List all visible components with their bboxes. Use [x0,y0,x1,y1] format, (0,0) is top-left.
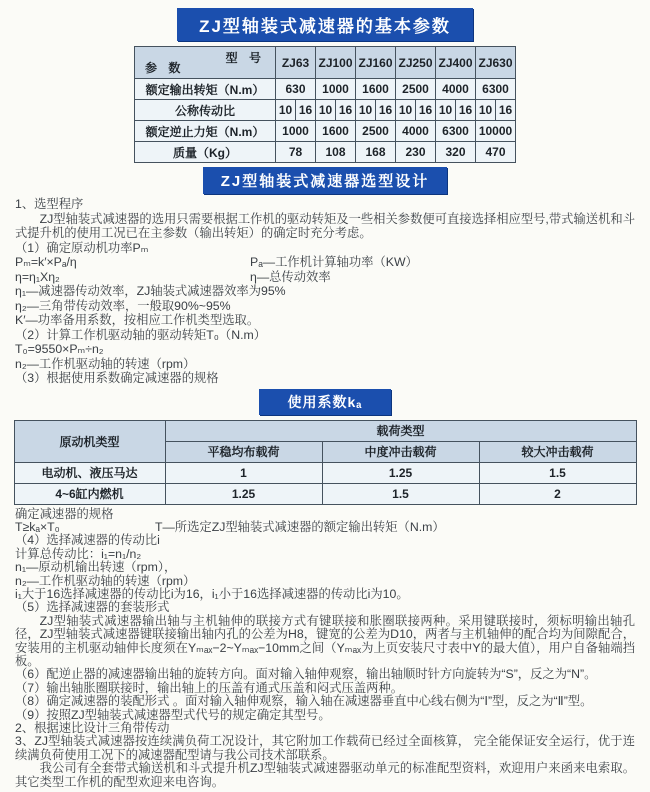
formula: T≥kₐ×T₀ [15,519,60,534]
text-line: η₂—三角带传动效率，一般取90%~95% [15,298,231,313]
text-line: n₂—工作机驱动轴的转速（rpm） [15,573,196,588]
row-label: 质量（Kg） [135,142,276,163]
cell-value: 10 [356,100,376,121]
cell-value: 1000 [276,121,316,142]
text-line: （4）选择减速器的传动比i [15,533,160,548]
formula-note: T—所选定ZJ型轴装式减速器的额定输出转矩（N.m） [155,519,445,534]
cell-value: 470 [476,142,516,163]
model-header: ZJ100 [316,47,356,79]
row-label: 4~6缸内燃机 [14,483,165,504]
cell-value: 16 [456,100,476,121]
table-header-row [135,47,516,79]
table-row [135,121,516,142]
table-row [14,483,636,504]
cell-value: 2500 [396,79,436,100]
model-header: ZJ250 [396,47,436,79]
formula-line [15,270,635,285]
corner-top-label: 型 号 [225,51,265,65]
cell-value: 1.25 [165,483,322,504]
cell-value: 1600 [316,121,356,142]
cell-value: 230 [396,142,436,163]
cell-value: 78 [276,142,316,163]
cell-value: 16 [496,100,516,121]
selection-notes-text [15,508,635,790]
cell-value: 10 [316,100,336,121]
table-row [135,100,516,121]
text-line: i₁大于16选择减速器的传动比i为16，i₁小于16选择减速器的传动比i为10。 [15,586,409,601]
text-line: 确定减速器的规格 [15,506,114,521]
text-line: n₁—原动机输出转速（rpm）， [15,560,177,575]
model-header: ZJ400 [436,47,476,79]
text-line: n₂—工作机驱动轴的转速（rpm） [15,356,196,371]
formula-note: Pₐ—工作机计算轴功率（KW） [250,255,418,269]
formula: Pₘ=k′×Pₐ/η [15,255,77,269]
cell-value: 320 [436,142,476,163]
cell-value: 1000 [316,79,356,100]
text-line: （1）确定原动机功率Pₘ [15,240,149,255]
formula-note: η—总传动效率 [250,269,331,284]
load-subheader: 中度冲击载荷 [322,441,479,462]
model-header: ZJ63 [276,47,316,79]
row-label: 额定输出转矩（N.m） [135,79,276,100]
table-row [135,79,516,100]
text-line: （5）选择减速器的套装形式 [15,600,170,615]
selection-procedure-text [15,197,635,386]
text-line: （3）根据使用系数确定减速器的规格 [15,371,219,385]
row-label: 公称传动比 [135,100,276,121]
cell-value: 168 [356,142,396,163]
text-line: 2、根据速比设计三角带传动 [15,721,170,735]
text-paragraph: （8）确定减速器的装配形式 。面对输入轴伸观察，输入轴在减速器垂直中心线右侧为“Ⅰ”型，反之为“Ⅱ”型。 [15,694,593,709]
section-title-basic-params: ZJ型轴装式减速器的基本参数 [177,8,473,41]
cell-value: 6300 [436,121,476,142]
cell-value: 630 [276,79,316,100]
cell-value: 16 [296,100,316,121]
text-paragraph: ZJ型轴装式减速器输出轴与主机轴伸的联接方式有键联接和胀圈联接两种。采用键联接时，须标明输出轴孔径，ZJ型轴装式减速器键联接输出轴内孔的公差为H8，键宽的公差为D10，两者与主机轴伸的配合均为间隙配合，安装用的主机驱动轴伸长度须在Yₘₐₓ−2~Yₘₐₓ−10mm之间（Yₘₐₓ为上页安装尺寸表中Y的最大值），用户自备轴端挡板。 [15,613,635,668]
cell-value: 1.5 [479,462,636,483]
cell-value: 1600 [356,79,396,100]
load-subheader: 较大冲击载荷 [479,441,636,462]
text-line: （2）计算工作机驱动轴的驱动转矩T₀（N.m） [15,327,267,342]
text-line: （7）输出轴胀圈联接时，输出轴上的压盖有通式压盖和闷式压盖两种。 [15,680,404,695]
cell-value: 1 [165,462,322,483]
cell-value: 16 [416,100,436,121]
text-paragraph: 我公司有全套带式输送机和斗式提升机ZJ型轴装式减速器驱动单元的标准配型资料，欢迎用户来函来电索取。其它类型工作机的配型欢迎来电咨询。 [15,761,635,789]
text-line: K′—功率备用系数，按相应工作机类型选取。 [15,313,260,327]
text-line: 1、选型程序 [15,197,84,211]
model-header: ZJ630 [476,47,516,79]
cell-value: 1.5 [322,483,479,504]
text-paragraph: 3、ZJ型轴装式减速器按连续满负荷工况设计，其它附加工作载荷已经过全面核算， 完全能保证安全运行，优于连续满负荷使用工况下的减速器配型请与我公司技术部联系。 [15,734,635,762]
cell-value: 16 [336,100,356,121]
row-label: 额定逆止力矩（N.m） [135,121,276,142]
text-line: T₀=9550×Pₘ÷n₂ [15,342,104,356]
cell-value: 6300 [476,79,516,100]
cell-value: 10 [276,100,296,121]
text-line: （6）配逆止器的减速器输出轴的旋转方向。面对输入轴伸观察，输出轴顺时针方向旋转为“S”，反之为“N”。 [15,667,597,682]
cell-value: 2500 [356,121,396,142]
text-line: （9）按照ZJ型轴装式减速器型式代号的规定确定其型号。 [15,707,331,722]
row-label: 电动机、液压马达 [14,462,165,483]
cell-value: 4000 [396,121,436,142]
formula-line [15,255,635,270]
model-header: ZJ160 [356,47,396,79]
usage-factor-table [14,420,637,505]
cell-value: 10000 [476,121,516,142]
basic-params-table [134,46,516,163]
section-title-usage-factor: 使用系数kₐ [259,389,390,415]
cell-value: 16 [376,100,396,121]
table-row [135,142,516,163]
text-line: η₁—减速器传动效率，ZJ轴装式减速器效率为95% [15,284,286,298]
cell-value: 108 [316,142,356,163]
cell-value: 4000 [436,79,476,100]
formula: η=η₁Xη₂ [15,269,60,284]
cell-value: 10 [396,100,416,121]
table-row [14,462,636,483]
corner-bottom-label: 参 数 [145,61,185,75]
load-subheader: 平稳均布载荷 [165,441,322,462]
cell-value: 10 [436,100,456,121]
text-paragraph: ZJ型轴装式减速器的选用只需要根据工作机的驱动转矩及一些相关参数便可直接选择相应型号,带式输送机和斗式提升机的使用工况已在主参数（输出转矩）的确定时充分考虑。 [15,211,635,240]
cell-value: 10 [476,100,496,121]
load-type-header: 载荷类型 [165,420,636,441]
section-title-selection-design: ZJ型轴装式减速器选型设计 [203,167,448,194]
table-header-row [14,420,636,441]
corner-cell [135,47,276,79]
text-line: 计算总传动比：i₁=n₁/n₂ [15,546,142,561]
cell-value: 2 [479,483,636,504]
cell-value: 1.25 [322,462,479,483]
prime-mover-header: 原动机类型 [14,420,165,462]
